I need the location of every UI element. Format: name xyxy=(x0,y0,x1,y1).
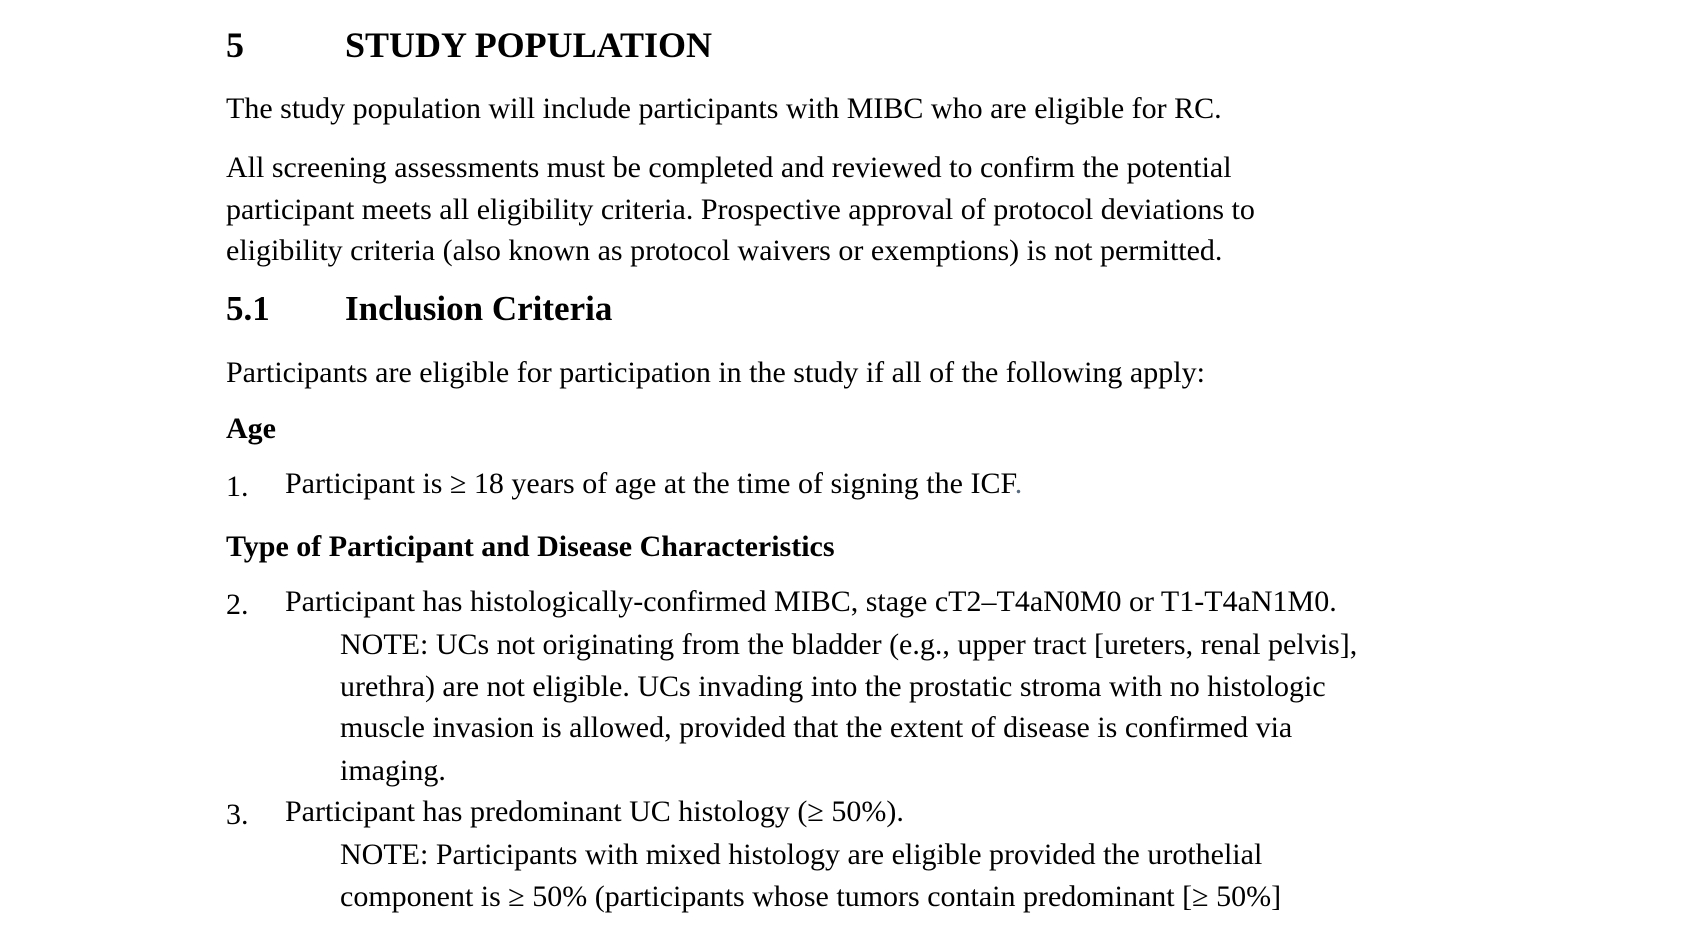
item-2-note-line-2: urethra) are not eligible. UCs invading into the prostatic stroma with no histologic xyxy=(340,670,1326,703)
paragraph-screening-line-3: eligibility criteria (also known as protocol waivers or exemptions) is not permitted. xyxy=(226,234,1223,267)
paragraph-screening-line-1: All screening assessments must be completed and reviewed to confirm the potential xyxy=(226,151,1232,184)
section-number: 5 xyxy=(226,25,244,65)
age-heading: Age xyxy=(226,412,276,445)
subsection-title: Inclusion Criteria xyxy=(345,289,613,328)
section-title: STUDY POPULATION xyxy=(345,25,713,65)
item-2-note-line-4: imaging. xyxy=(340,754,446,787)
item-3-note-line-2: component is ≥ 50% (participants whose tumors contain predominant [≥ 50%] xyxy=(340,880,1282,913)
inclusion-intro: Participants are eligible for participation in the study if all of the following apply: xyxy=(226,356,1205,389)
item-text-2: Participant has histologically-confirmed MIBC, stage cT2–T4aN0M0 or T1-T4aN1M0. xyxy=(285,585,1337,618)
item-text-1 xyxy=(285,463,1022,505)
item-number-1: 1. xyxy=(226,470,249,503)
paragraph-study-population: The study population will include participants with MIBC who are eligible for RC. xyxy=(226,92,1222,125)
item-2-note-line-1: NOTE: UCs not originating from the bladder (e.g., upper tract [ureters, renal pelvis], xyxy=(340,628,1358,661)
item-3-note-line-1: NOTE: Participants with mixed histology are eligible provided the urothelial xyxy=(340,838,1263,871)
paragraph-screening-line-2: participant meets all eligibility criteria. Prospective approval of protocol deviations to xyxy=(226,193,1255,226)
item-number-3: 3. xyxy=(226,798,249,831)
item-number-2: 2. xyxy=(226,588,249,621)
item-text-1-main: Participant is ≥ 18 years of age at the time of signing the ICF xyxy=(285,467,1015,500)
subsection-number: 5.1 xyxy=(226,289,270,328)
item-text-3: Participant has predominant UC histology (≥ 50%). xyxy=(285,795,904,828)
disease-heading: Type of Participant and Disease Characteristics xyxy=(226,530,835,563)
item-2-note-line-3: muscle invasion is allowed, provided that the extent of disease is confirmed via xyxy=(340,711,1293,744)
item-text-1-period: . xyxy=(1014,467,1023,500)
